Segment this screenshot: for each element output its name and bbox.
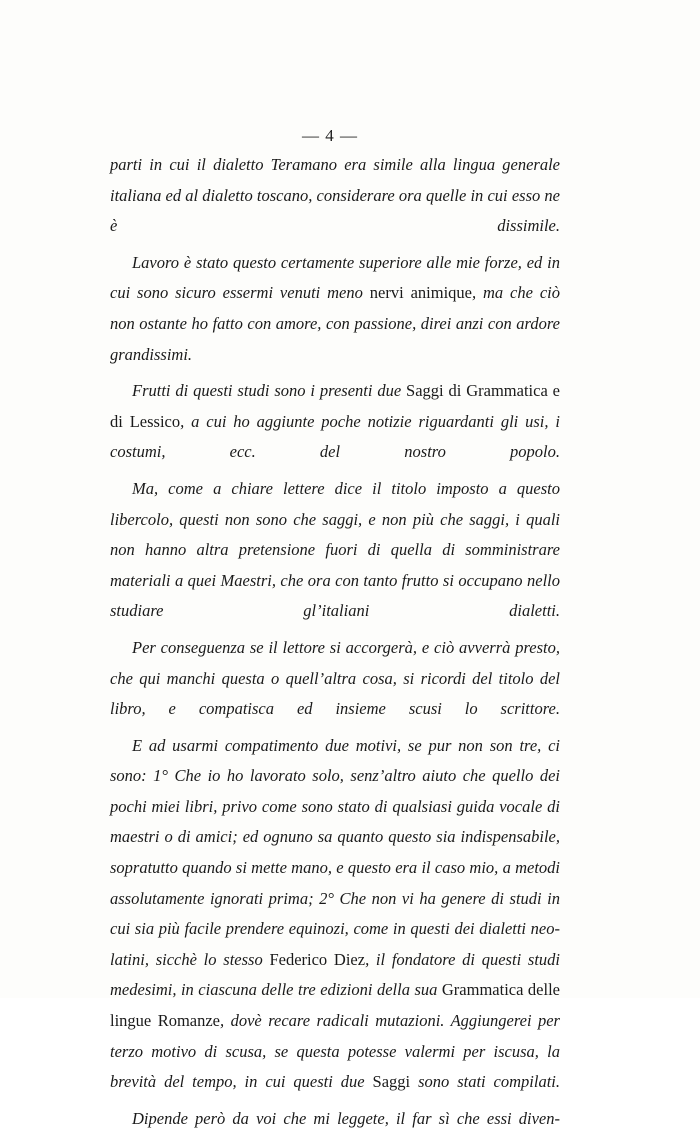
paragraph-2-roman-phrase: nervi animique [369, 283, 472, 303]
paragraph-6-part-5: , dovè recare radicali mutazioni. Aggiungerei per terzo motivo di scusa, se questa potesse valermi per iscusa, la brevità del tempo, in cui questi due [110, 1011, 560, 1092]
paragraph-1: parti in cui il dialetto Teramano era simile alla lingua generale italiana ed al dialetto toscano, considerare ora quelle in cui esso ne è dissimile. [110, 155, 560, 236]
paragraph-6-saggi-title: Saggi [372, 1072, 411, 1092]
paragraph-6-grammar-title: Grammatica delle lingue Romanze [110, 980, 560, 1031]
paragraph-5: Per conseguenza se il lettore si accorgerà, e ciò avverrà presto, che qui manchi questa o quell’altra cosa, si ricordi del titolo del libro, e compatisca ed insieme scusi lo scrittore. [110, 637, 560, 719]
paragraph-6-author-name: Federico Diez [269, 949, 366, 969]
paragraph-6 [110, 731, 560, 1098]
paragraph-2-part-1: Lavoro è stato questo certamente superiore alle mie forze, ed in cui sono sicuro essermi venuti meno [110, 252, 560, 303]
paragraph-3-book-title: Saggi di Grammatica e di Lessico [110, 381, 560, 431]
paragraph-6-part-1: E ad usarmi compatimento due motivi, se pur non son tre, ci sono: 1° Che io ho lavorato solo, senz’altro aiuto che quello dei pochi miei libri, privo come sono stato di qualsiasi guida vocale di maestri o di amici; ed ognuno sa quanto questo sia indispensabile, sopratutto quando si mette mano, e questo era il caso mio, a metodi assolutamente ignorati prima; 2° Che non vi ha genere di studi in cui sia più facile prendere equinozi, come in questi dei dialetti neo-latini, sicchè lo stesso [110, 735, 560, 969]
paragraph-4: Ma, come a chiare lettere dice il titolo imposto a questo libercolo, questi non sono che saggi, e non più che saggi, i quali non hanno altra pretensione fuori di quella di somministrare materiali a quei Maestri, che ora con tanto frutto si occupano nello studiare gl’italiani dialetti. [110, 478, 560, 621]
paragraph-3 [110, 376, 560, 468]
page-number: — 4 — [302, 126, 358, 145]
paragraph-2 [110, 248, 560, 370]
paragraph-7: Dipende però da voi che mi leggete, il far sì che essi diven- [132, 1108, 560, 1128]
paragraph-3-part-3: , a cui ho aggiunte poche notizie riguardanti gli usi, i costumi, ecc. del nostro popolo. [110, 411, 560, 462]
body-text [110, 150, 560, 1140]
paragraph-6-part-3: , il fondatore di questi studi medesimi, in ciascuna delle tre edizioni della sua [110, 949, 560, 1000]
paragraph-2-part-3: , ma che ciò non ostante ho fatto con amore, con passione, direi anzi con ardore grandissimi. [110, 283, 560, 364]
paragraph-6-part-7: sono stati compilati. [410, 1072, 561, 1092]
paragraph-3-part-1: Frutti di questi studi sono i presenti due [132, 381, 407, 401]
